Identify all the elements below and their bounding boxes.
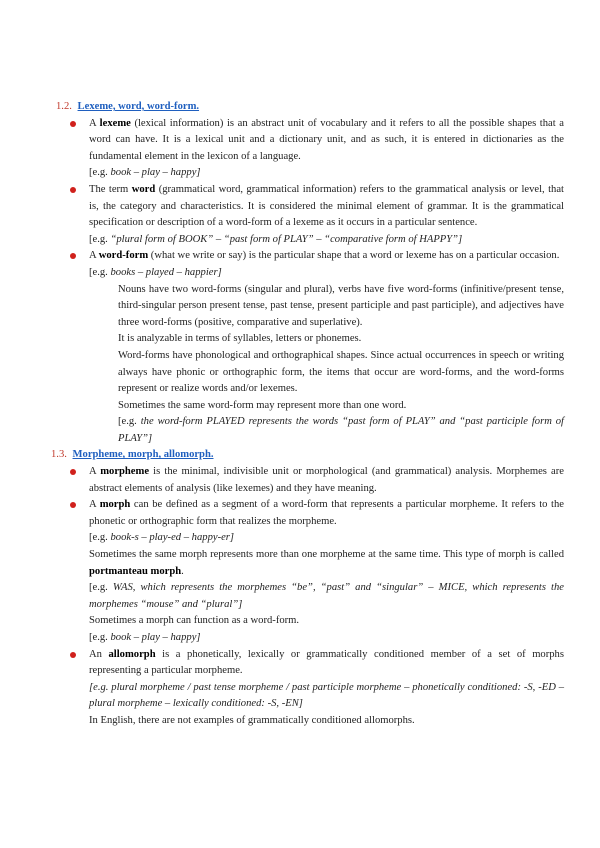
section-title-link[interactable]: Morpheme, morph, allomorph. — [72, 449, 214, 461]
bullet-icon — [70, 652, 76, 658]
bullet-word-form — [56, 248, 564, 281]
example: [e.g. WAS, which represents the morphemes “be”, “past” and “singular” – MICE, which represents the morphemes “mouse” and “plural”] — [89, 582, 564, 610]
example: [e.g. book – play – happy] — [89, 167, 201, 179]
section-number: 1.3. — [51, 449, 67, 461]
section-number: 1.2. — [56, 101, 72, 112]
example: [e.g. books – played – happier] — [89, 266, 222, 278]
example: [e.g. the word-form PLAYED represents the words “past form of PLAY” and “past participle form of PLAY”] — [118, 416, 564, 444]
term: morpheme — [100, 466, 150, 478]
detail-paragraph: It is analyzable in terms of syllables, letters or phonemes. — [118, 333, 362, 345]
example: [e.g. book – play – happy] — [89, 632, 201, 643]
example: [e.g. plural morpheme / past tense morpheme / past participle morpheme – phonetically conditioned: -S, -ED – plural morpheme – lexically conditioned: -S, -EN] — [89, 681, 564, 710]
term: portmanteau morph — [89, 565, 182, 577]
detail-paragraph: Sometimes the same word-form may represent more than one word. — [118, 399, 407, 411]
section-heading-1-3 — [51, 447, 564, 464]
term: allomorph — [108, 648, 156, 660]
bullet-icon — [70, 121, 76, 127]
example: [e.g. book-s – play-ed – happy-er] — [89, 532, 235, 544]
paragraph: In English, there are not examples of grammatically conditioned allomorphs. — [89, 714, 415, 726]
term: morph — [99, 499, 131, 511]
bullet-icon — [70, 253, 76, 259]
detail-paragraph: Nouns have two word-forms (singular and plural), verbs have five word-forms (infinitive/present tense, third-singular person present tense, past tense, present participle and past participle), and adjectives have three word-forms (positive, comparative and superlative). — [118, 283, 564, 328]
paragraph: A word-form (what we write or say) is the particular shape that a word or lexeme has on a particular occasion. — [89, 250, 560, 262]
term: lexeme — [99, 117, 131, 129]
paragraph: The term word (grammatical word, grammatical information) refers to the grammatical analysis or level, that is, the category and characteristics. It is considered the minimal element of grammar. It is the grammatical specification or description of a word-form of a lexeme as it occurs in a particular sentence. — [89, 183, 564, 229]
detail-paragraph: Word-forms have phonological and orthographical shapes. Since actual occurrences in speech or writing always have phonic or orthographic form, the items that occur are word-forms, and the word-forms represent or realize words and/or lexemes. — [118, 349, 564, 395]
bullet-word — [56, 182, 564, 248]
bullet-lexeme — [56, 116, 564, 182]
bullet-allomorph — [56, 647, 564, 730]
bullet-icon — [70, 187, 76, 193]
term: word — [131, 183, 156, 195]
example: [e.g. “plural form of BOOK” – “past form of PLAY” – “comparative form of HAPPY”] — [89, 233, 463, 245]
term: word-form — [98, 250, 149, 262]
paragraph: Sometimes a morph can function as a word-form. — [89, 615, 300, 627]
paragraph: A morpheme is the minimal, indivisible unit or morphological (and grammatical) analysis. Morphemes are abstract elements of analysis (like lexemes) and they have meaning. — [89, 466, 564, 494]
bullet-morpheme — [56, 464, 564, 497]
bullet-morph — [56, 497, 564, 646]
bullet-icon — [70, 469, 76, 475]
paragraph: A lexeme (lexical information) is an abstract unit of vocabulary and it refers to all the possible shapes that a word can have. It is a lexical unit and a dictionary unit, and as such, it is entered in dictionaries as the fundamental element in the lexicon of a language. — [89, 117, 564, 162]
paragraph: An allomorph is a phonetically, lexically or grammatically conditioned member of a set of morphs representing a particular morpheme. — [89, 648, 564, 677]
paragraph: Sometimes the same morph represents more than one morpheme at the same time. This type of morph is called portmanteau morph. — [89, 549, 564, 577]
section-heading-1-2 — [56, 99, 564, 116]
bullet-icon — [70, 502, 76, 508]
word-form-details — [56, 282, 564, 448]
paragraph: A morph can be defined as a segment of a word-form that represents a particular morpheme. It refers to the phonetic or orthographic form that realizes the morpheme. — [89, 499, 564, 527]
section-title-link[interactable]: Lexeme, word, word-form. — [77, 101, 200, 112]
